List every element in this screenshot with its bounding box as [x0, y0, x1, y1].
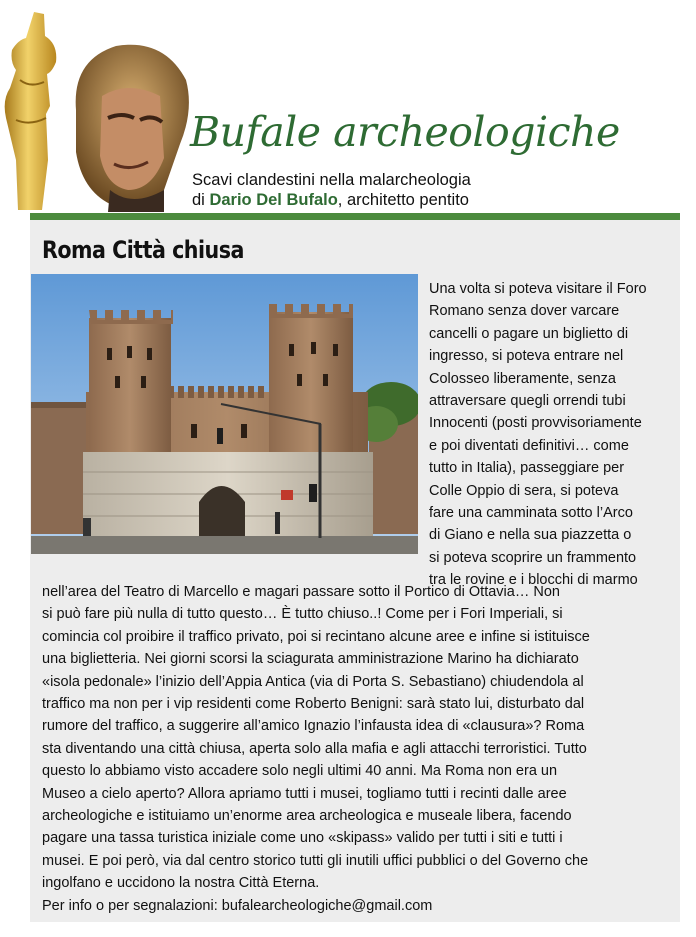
body-line: musei. E poi però, via dal centro storico tutti gli inutili uffici pubblici o del Governo che: [42, 852, 589, 869]
article-body-full: [42, 581, 674, 917]
rubric-subtitle: [192, 170, 471, 210]
byline-suffix: , architetto pentito: [337, 191, 469, 209]
body-line: Colle Oppio di sera, si poteva: [429, 482, 619, 499]
body-line: pagare una tassa turistica iniziale come uno «skipass» valido per tutti i siti e tutti i: [42, 830, 563, 847]
body-line: cancelli o pagare un biglietto di: [429, 325, 629, 342]
body-line: si poteva scoprire un frammento: [429, 549, 637, 566]
cycladic-statue-illustration: [0, 10, 60, 210]
body-line: Romano senza dover varcare: [429, 303, 620, 320]
body-line: nell’area del Teatro di Marcello e magari passare sotto il Portico di Ottavia… Non: [42, 584, 560, 600]
body-line: Innocenti (posti provvisoriamente: [429, 415, 642, 432]
body-line: sta diventando una città chiusa, aperta solo alla mafia e agli attacchi terroristici. Tutto: [42, 740, 587, 757]
porta-san-sebastiano-photo: [31, 274, 418, 554]
body-line: tutto in Italia), passeggiare per: [429, 460, 625, 477]
body-line: si può fare più nulla di tutto questo… È tutto chiuso..! Come per i Fori Imperiali, si: [42, 606, 563, 623]
body-line: comincia col proibire il traffico privato, poi si recintano alcune aree e infine si istituisce: [42, 628, 590, 645]
rubric-subtitle-line2: [192, 190, 471, 210]
body-line: ingresso, si poteva entrare nel: [429, 348, 624, 365]
body-line: ingolfano e uccidono la nostra Città Eterna.: [42, 875, 320, 892]
article-body-column: [429, 278, 669, 592]
body-line: archeologiche e istituiamo un’enorme area archeologica e museale libera, facendo: [42, 808, 572, 825]
body-line: una biglietteria. Nei giorni scorsi la sciagurata amministrazione Marino ha dichiarato: [42, 651, 579, 668]
body-line: questo lo abbiamo visto accadere solo negli ultimi 40 anni. Ma Roma non era un: [42, 763, 558, 780]
rubric-title: Bufale archeologiche: [190, 108, 620, 156]
body-line: tra le rovine e i blocchi di marmo: [429, 572, 638, 589]
body-line: rumore del traffico, a suggerire all’amico Ignazio l’infausta idea di «clausura»? Roma: [42, 718, 585, 735]
body-line: fare una camminata sotto l’Arco: [429, 505, 633, 522]
author-portrait: [68, 40, 193, 212]
header-divider: [30, 213, 680, 220]
body-line: traffico ma non per i vip residenti come Roberto Benigni: sarà stato lui, disturbato dal: [42, 696, 585, 713]
body-line: e poi diventati definitivi… come: [429, 437, 629, 454]
article-title: Roma Città chiusa: [42, 236, 244, 264]
rubric-subtitle-line1: Scavi clandestini nella malarcheologia: [192, 171, 471, 189]
body-line: «isola pedonale» l’inizio dell’Appia Antica (via di Porta S. Sebastiano) chiudendola al: [42, 673, 584, 690]
contact-line: Per info o per segnalazioni: bufalearcheologiche@gmail.com: [42, 897, 433, 914]
byline-prefix: di: [192, 191, 210, 209]
author-name: Dario Del Bufalo: [209, 191, 338, 209]
body-line: Una volta si poteva visitare il Foro: [429, 281, 647, 297]
body-line: Museo a cielo aperto? Allora apriamo tutti i musei, togliamo tutti i recinti dalle aree: [42, 785, 567, 802]
body-line: Colosseo liberamente, senza: [429, 370, 616, 387]
rubric-header: [0, 0, 696, 215]
body-line: di Giano e nella sua piazzetta o: [429, 527, 632, 544]
body-line: attraversare quegli orrendi tubi: [429, 393, 626, 410]
